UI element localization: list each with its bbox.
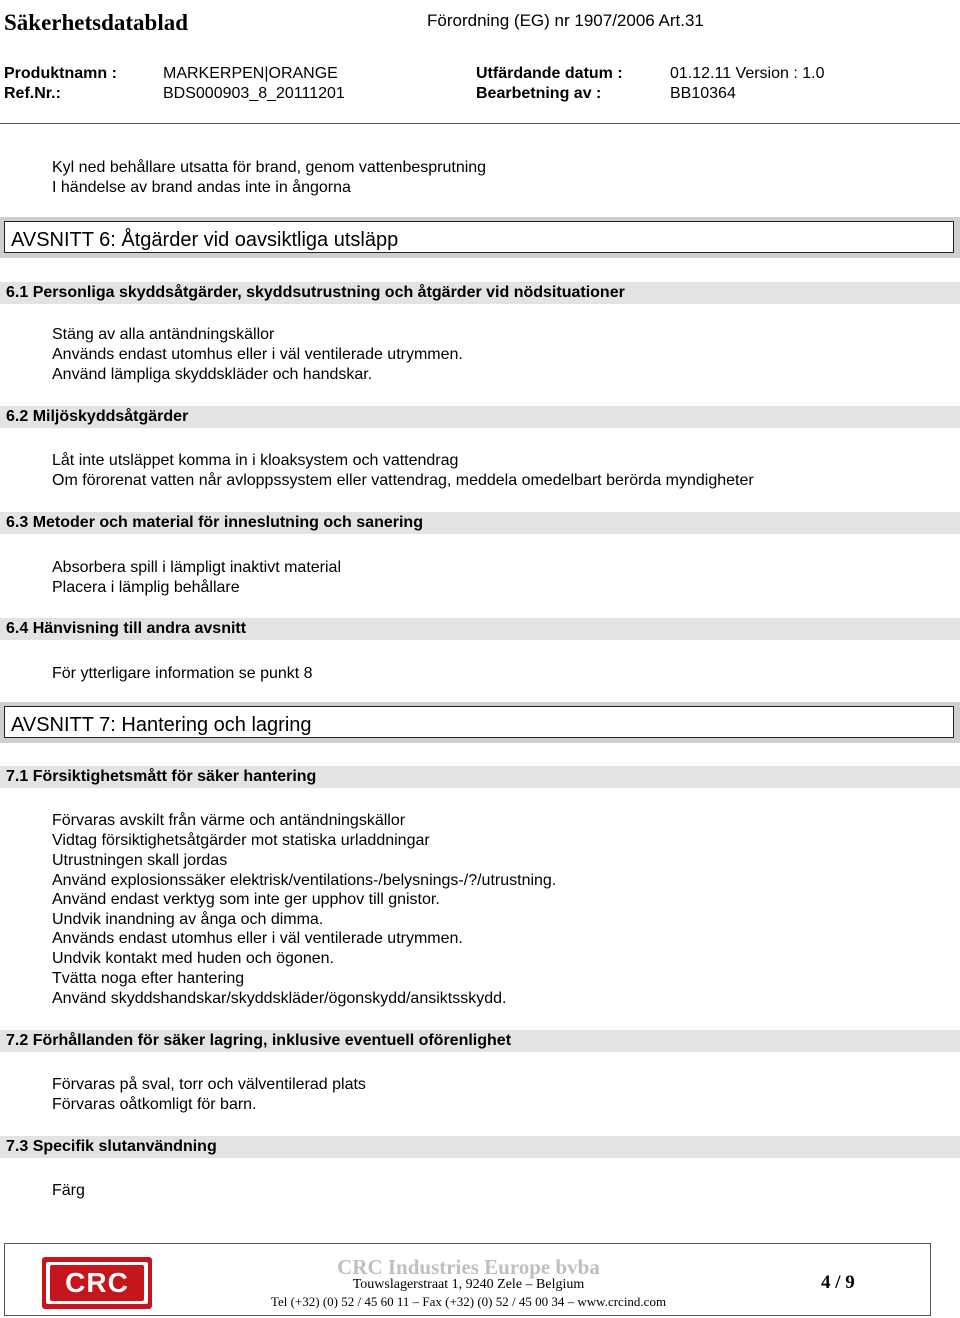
text-line: Används endast utomhus eller i väl ventilerade utrymmen. bbox=[52, 930, 463, 947]
document-title: Säkerhetsdatablad bbox=[4, 10, 189, 35]
text-line: Använd lämpliga skyddskläder och handskar. bbox=[52, 366, 373, 383]
text-line: Färg bbox=[52, 1182, 85, 1199]
regulation-reference: Förordning (EG) nr 1907/2006 Art.31 bbox=[427, 11, 704, 30]
page-footer bbox=[4, 1243, 931, 1316]
subsection-6-2-header bbox=[0, 406, 960, 428]
text-line: Stäng av alla antändningskällor bbox=[52, 326, 275, 343]
subsection-6-2-title: 6.2 Miljöskyddsåtgärder bbox=[6, 408, 189, 425]
revision-label: Bearbetning av : bbox=[476, 85, 602, 102]
issue-date-value: 01.12.11 Version : 1.0 bbox=[670, 65, 825, 82]
text-line: Låt inte utsläppet komma in i kloaksystem och vattendrag bbox=[52, 452, 459, 469]
logo-text: CRC bbox=[50, 1265, 144, 1301]
text-line: Utrustningen skall jordas bbox=[52, 852, 228, 869]
text-line: Kyl ned behållare utsatta för brand, genom vattenbesprutning bbox=[52, 159, 487, 176]
subsection-7-2-title: 7.2 Förhållanden för säker lagring, inklusive eventuell oförenlighet bbox=[6, 1032, 512, 1049]
section-7-title: AVSNITT 7: Hantering och lagring bbox=[11, 714, 312, 736]
text-line: Undvik kontakt med huden och ögonen. bbox=[52, 950, 334, 967]
issue-date-label: Utfärdande datum : bbox=[476, 65, 623, 82]
text-line: Förvaras på sval, torr och välventilerad plats bbox=[52, 1076, 366, 1093]
text-line: Tvätta noga efter hantering bbox=[52, 970, 245, 987]
section-6-banner bbox=[0, 217, 960, 258]
subsection-7-1-header bbox=[0, 766, 960, 788]
company-contact: Tel (+32) (0) 52 / 45 60 11 – Fax (+32) (0) 52 / 45 00 34 – www.crcind.com bbox=[270, 1294, 667, 1309]
text-line: Undvik inandning av ånga och dimma. bbox=[52, 911, 324, 928]
ref-number-label: Ref.Nr.: bbox=[4, 85, 61, 102]
header-divider bbox=[0, 123, 960, 124]
text-line: Förvaras avskilt från värme och antändningskällor bbox=[52, 812, 406, 829]
revision-value: BB10364 bbox=[670, 85, 736, 102]
text-line: Vidtag försiktighetsåtgärder mot statiska urladdningar bbox=[52, 832, 430, 849]
ref-number-value: BDS000903_8_20111201 bbox=[163, 85, 345, 102]
subsection-6-1-title: 6.1 Personliga skyddsåtgärder, skyddsutrustning och åtgärder vid nödsituationer bbox=[6, 284, 625, 301]
company-address: Touwslagerstraat 1, 9240 Zele – Belgium bbox=[352, 1277, 585, 1292]
text-line: Använd skyddshandskar/skyddskläder/ögonskydd/ansiktsskydd. bbox=[52, 990, 507, 1007]
subsection-6-4-header bbox=[0, 618, 960, 640]
text-line: Används endast utomhus eller i väl ventilerade utrymmen. bbox=[52, 346, 463, 363]
page-number: 4 / 9 bbox=[821, 1272, 855, 1293]
text-line: Absorbera spill i lämpligt inaktivt material bbox=[52, 559, 341, 576]
subsection-7-2-header bbox=[0, 1030, 960, 1052]
product-name-label: Produktnamn : bbox=[4, 65, 117, 82]
subsection-6-1-header bbox=[0, 282, 960, 304]
subsection-7-3-title: 7.3 Specifik slutanvändning bbox=[6, 1138, 217, 1155]
subsection-7-3-header bbox=[0, 1136, 960, 1158]
subsection-6-3-header bbox=[0, 512, 960, 534]
section-7-banner bbox=[0, 702, 960, 743]
text-line: Använd explosionssäker elektrisk/ventilations-/belysnings-/?/utrustning. bbox=[52, 872, 557, 889]
subsection-7-1-title: 7.1 Försiktighetsmått för säker hantering bbox=[6, 768, 317, 785]
text-line: Förvaras oåtkomligt för barn. bbox=[52, 1096, 257, 1113]
company-name: CRC Industries Europe bvba bbox=[337, 1255, 600, 1279]
text-line: Placera i lämplig behållare bbox=[52, 579, 240, 596]
product-name-value: MARKERPEN|ORANGE bbox=[163, 65, 338, 82]
text-line: Använd endast verktyg som inte ger upphov till gnistor. bbox=[52, 891, 440, 908]
subsection-6-4-title: 6.4 Hänvisning till andra avsnitt bbox=[6, 620, 247, 637]
text-line: I händelse av brand andas inte in ångorna bbox=[52, 179, 351, 196]
section-6-title: AVSNITT 6: Åtgärder vid oavsiktliga utsläpp bbox=[11, 229, 399, 251]
text-line: För ytterligare information se punkt 8 bbox=[52, 665, 313, 682]
text-line: Om förorenat vatten når avloppssystem eller vattendrag, meddela omedelbart berörda myndigheter bbox=[52, 472, 754, 489]
subsection-6-3-title: 6.3 Metoder och material för inneslutning och sanering bbox=[6, 514, 423, 531]
